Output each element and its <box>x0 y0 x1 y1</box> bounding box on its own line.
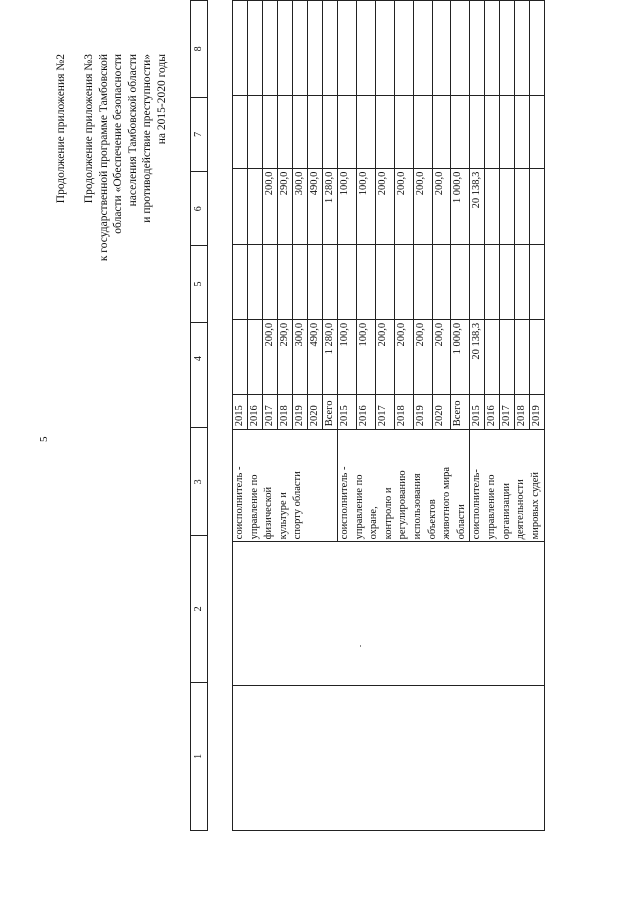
amount-cell <box>293 245 308 320</box>
funding-table-body <box>233 1 545 831</box>
amount-cell <box>451 95 470 168</box>
amount-cell: 490,0 <box>308 168 323 245</box>
agency-line: мировых судей <box>529 471 541 540</box>
amount-cell <box>248 1 263 96</box>
amount-cell <box>323 245 338 320</box>
amount-cell <box>248 319 263 394</box>
agency-line: спорту области <box>292 471 304 540</box>
amount-cell <box>248 95 263 168</box>
year-cell: 2019 <box>293 394 308 430</box>
agency-line: управление по <box>485 474 497 540</box>
appendix-header-line: области «Обеспечение безопасности <box>112 54 124 234</box>
amount-cell <box>413 1 432 96</box>
agency-cell <box>338 430 470 542</box>
amount-cell <box>233 319 248 394</box>
amount-cell <box>515 168 530 245</box>
year-cell: 2017 <box>375 394 394 430</box>
column-number-spacer <box>191 395 208 428</box>
agency-line: животного мира <box>441 466 453 540</box>
amount-cell <box>308 1 323 96</box>
amount-cell <box>485 1 500 96</box>
amount-cell <box>338 95 357 168</box>
amount-cell <box>451 245 470 320</box>
amount-cell <box>356 95 375 168</box>
amount-cell <box>515 95 530 168</box>
column-1-cell <box>233 685 545 830</box>
amount-cell <box>500 168 515 245</box>
amount-cell: 200,0 <box>394 168 413 245</box>
amount-cell: 300,0 <box>293 168 308 245</box>
amount-cell <box>394 245 413 320</box>
amount-cell: 200,0 <box>394 319 413 394</box>
amount-cell <box>485 319 500 394</box>
amount-cell <box>530 245 545 320</box>
amount-cell <box>500 245 515 320</box>
amount-cell: 200,0 <box>413 319 432 394</box>
amount-cell <box>293 95 308 168</box>
agency-line: соисполнитель- <box>471 469 483 540</box>
amount-cell: 490,0 <box>308 319 323 394</box>
year-cell: 2019 <box>530 394 545 430</box>
column-number: 1 <box>191 682 208 830</box>
amount-cell: 20 138,3 <box>470 319 485 394</box>
year-cell: 2016 <box>485 394 500 430</box>
page-number: 5 <box>38 436 50 442</box>
agency-cell <box>233 430 338 542</box>
amount-cell <box>308 95 323 168</box>
amount-cell <box>308 245 323 320</box>
year-cell: Всего <box>323 394 338 430</box>
amount-cell <box>375 95 394 168</box>
amount-cell <box>375 1 394 96</box>
column-number: 2 <box>191 536 208 683</box>
amount-cell <box>515 245 530 320</box>
amount-cell: 1 000,0 <box>451 319 470 394</box>
amount-cell <box>356 245 375 320</box>
continuation-note: Продолжение приложения №2 <box>55 54 67 204</box>
amount-cell: 290,0 <box>278 319 293 394</box>
amount-cell <box>485 95 500 168</box>
agency-line: регулированию <box>397 470 409 540</box>
amount-cell <box>233 245 248 320</box>
column-number: 6 <box>191 172 208 246</box>
year-cell: 2020 <box>308 394 323 430</box>
year-cell: Всего <box>451 394 470 430</box>
column-number: 8 <box>191 1 208 98</box>
agency-line: управление по <box>353 474 365 540</box>
amount-cell: 300,0 <box>293 319 308 394</box>
amount-cell <box>356 1 375 96</box>
amount-cell <box>248 245 263 320</box>
amount-cell <box>233 1 248 96</box>
amount-cell <box>515 319 530 394</box>
amount-cell <box>233 168 248 245</box>
column-number: 5 <box>191 246 208 322</box>
amount-cell <box>470 95 485 168</box>
amount-cell <box>500 1 515 96</box>
year-cell: 2016 <box>248 394 263 430</box>
amount-cell <box>530 95 545 168</box>
amount-cell: 1 000,0 <box>451 168 470 245</box>
year-cell: 2017 <box>263 394 278 430</box>
amount-cell: 100,0 <box>356 168 375 245</box>
amount-cell <box>293 1 308 96</box>
year-cell: 2018 <box>515 394 530 430</box>
amount-cell <box>263 1 278 96</box>
agency-line: организации <box>500 482 512 540</box>
agency-line: культуре и <box>277 492 289 540</box>
amount-cell <box>394 1 413 96</box>
year-cell: 2015 <box>470 394 485 430</box>
amount-cell <box>233 95 248 168</box>
appendix-header-line: и противодействие преступности» <box>141 54 153 223</box>
year-cell: 2018 <box>278 394 293 430</box>
amount-cell <box>338 1 357 96</box>
amount-cell <box>451 1 470 96</box>
amount-cell <box>432 1 451 96</box>
amount-cell <box>323 1 338 96</box>
amount-cell <box>515 1 530 96</box>
table-row <box>233 1 248 831</box>
column-number: 4 <box>191 322 208 395</box>
amount-cell <box>394 95 413 168</box>
amount-cell: 1 280,0 <box>323 319 338 394</box>
amount-cell: 200,0 <box>263 168 278 245</box>
amount-cell: 1 280,0 <box>323 168 338 245</box>
appendix-header <box>82 54 169 261</box>
amount-cell: 200,0 <box>375 319 394 394</box>
agency-line: контролю и <box>382 487 394 540</box>
amount-cell: 200,0 <box>432 168 451 245</box>
column-2-cell <box>233 542 545 685</box>
amount-cell <box>530 319 545 394</box>
agency-line: соисполнитель - <box>234 466 245 540</box>
agency-line: деятельности <box>515 479 527 540</box>
amount-cell: 100,0 <box>356 319 375 394</box>
funding-table <box>232 0 545 831</box>
amount-cell <box>278 1 293 96</box>
amount-cell <box>278 95 293 168</box>
amount-cell: 200,0 <box>413 168 432 245</box>
amount-cell <box>323 95 338 168</box>
amount-cell: 200,0 <box>432 319 451 394</box>
amount-cell <box>470 245 485 320</box>
year-cell: 2018 <box>394 394 413 430</box>
agency-line: использования <box>411 473 423 540</box>
amount-cell <box>413 95 432 168</box>
year-cell: 2015 <box>233 394 248 430</box>
column-number: 7 <box>191 97 208 171</box>
amount-cell <box>470 1 485 96</box>
year-cell: 2019 <box>413 394 432 430</box>
agency-line: физической <box>263 486 275 540</box>
year-cell: 2015 <box>338 394 357 430</box>
amount-cell: 200,0 <box>263 319 278 394</box>
amount-cell <box>500 95 515 168</box>
amount-cell: 100,0 <box>338 319 357 394</box>
amount-cell <box>485 168 500 245</box>
amount-cell: 290,0 <box>278 168 293 245</box>
amount-cell <box>500 319 515 394</box>
amount-cell <box>248 168 263 245</box>
appendix-header-line: Продолжение приложения №3 <box>83 54 95 204</box>
amount-cell: 200,0 <box>375 168 394 245</box>
amount-cell <box>485 245 500 320</box>
amount-cell <box>375 245 394 320</box>
year-cell: 2017 <box>500 394 515 430</box>
amount-cell <box>263 245 278 320</box>
agency-line: охране, <box>368 506 380 540</box>
scan-speck <box>360 645 361 647</box>
agency-line: соисполнитель - <box>339 466 350 540</box>
appendix-header-line: к государственной программе Тамбовской <box>97 54 110 262</box>
column-number-row <box>190 0 208 831</box>
amount-cell: 100,0 <box>338 168 357 245</box>
amount-cell <box>338 245 357 320</box>
amount-cell <box>278 245 293 320</box>
amount-cell <box>432 245 451 320</box>
agency-line: области <box>455 504 467 540</box>
agency-line: управление по <box>248 474 260 540</box>
amount-cell <box>432 95 451 168</box>
amount-cell <box>413 245 432 320</box>
year-cell: 2020 <box>432 394 451 430</box>
agency-line: объектов <box>426 499 438 540</box>
amount-cell <box>530 168 545 245</box>
column-number: 3 <box>191 428 208 536</box>
amount-cell: 20 138,3 <box>470 168 485 245</box>
agency-cell <box>470 430 545 542</box>
year-cell: 2016 <box>356 394 375 430</box>
amount-cell <box>530 1 545 96</box>
appendix-header-line: на 2015-2020 годы <box>155 54 168 145</box>
amount-cell <box>263 95 278 168</box>
appendix-header-line: населения Тамбовской области <box>126 54 139 207</box>
